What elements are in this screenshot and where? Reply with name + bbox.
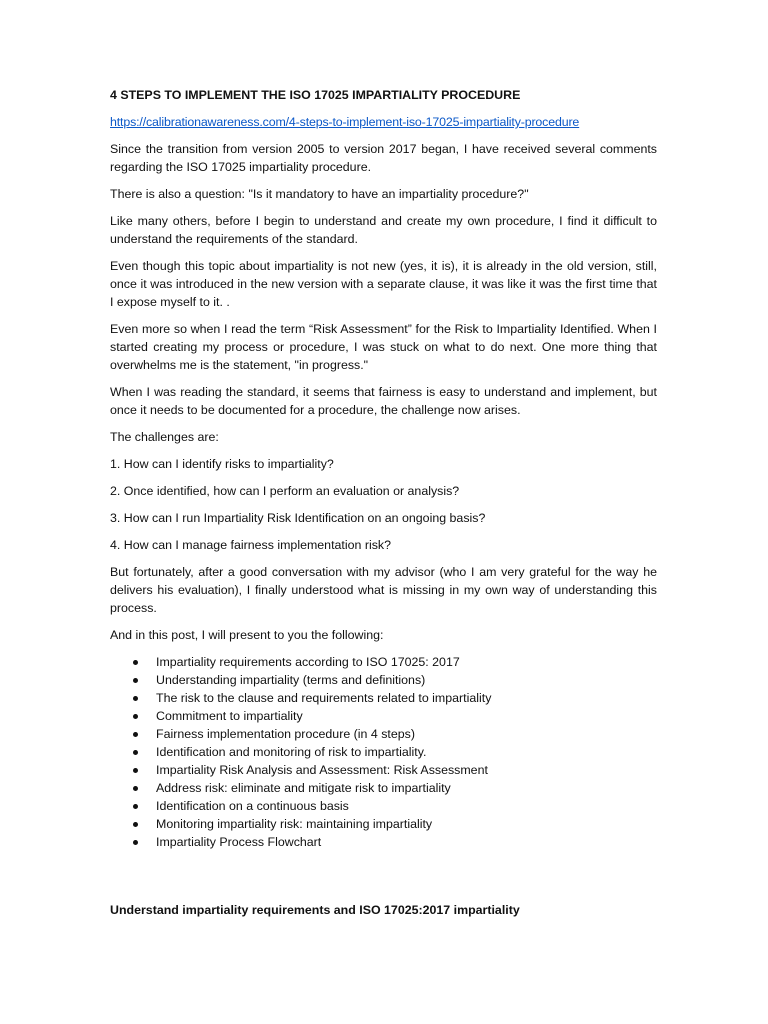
paragraph: Since the transition from version 2005 to version 2017 began, I have received several comments regarding the ISO 17025 impartiality procedure. xyxy=(110,142,657,174)
list-item-text: Commitment to impartiality xyxy=(156,709,303,723)
list-item-text: Identification on a continuous basis xyxy=(156,799,349,813)
challenge-item: 1. How can I identify risks to impartiality? xyxy=(110,457,334,471)
paragraph: And in this post, I will present to you the following: xyxy=(110,628,384,642)
bullet-icon xyxy=(133,660,138,665)
list-item-text: Impartiality Risk Analysis and Assessment: Risk Assessment xyxy=(156,763,488,777)
challenge-item: 3. How can I run Impartiality Risk Identification on an ongoing basis? xyxy=(110,511,486,525)
bullet-icon xyxy=(133,786,138,791)
bullet-icon xyxy=(133,768,138,773)
list-item xyxy=(156,743,657,761)
bullet-list xyxy=(110,653,657,851)
list-item xyxy=(156,761,657,779)
document-title: 4 STEPS TO IMPLEMENT THE ISO 17025 IMPARTIALITY PROCEDURE xyxy=(110,88,521,102)
bullet-icon xyxy=(133,714,138,719)
list-item xyxy=(156,707,657,725)
bullet-icon xyxy=(133,732,138,737)
list-item xyxy=(156,815,657,833)
list-item-text: Identification and monitoring of risk to impartiality. xyxy=(156,745,427,759)
paragraph: The challenges are: xyxy=(110,430,219,444)
bullet-icon xyxy=(133,750,138,755)
paragraph: Like many others, before I begin to understand and create my own procedure, I find it difficult to understand the requirements of the standard. xyxy=(110,214,657,246)
list-item xyxy=(156,797,657,815)
list-item xyxy=(156,671,657,689)
bullet-icon xyxy=(133,678,138,683)
list-item-text: Impartiality Process Flowchart xyxy=(156,835,322,849)
list-item-text: Impartiality requirements according to ISO 17025: 2017 xyxy=(156,655,460,669)
paragraph: Even though this topic about impartiality is not new (yes, it is), it is already in the old version, still, once it was introduced in the new version with a separate clause, it was like it was the first time that I expose myself to it. . xyxy=(110,259,657,309)
list-item-text: Fairness implementation procedure (in 4 steps) xyxy=(156,727,415,741)
section-heading: Understand impartiality requirements and ISO 17025:2017 impartiality xyxy=(110,903,520,917)
document-page xyxy=(110,86,657,919)
list-item xyxy=(156,725,657,743)
list-item xyxy=(156,779,657,797)
challenge-item: 4. How can I manage fairness implementation risk? xyxy=(110,538,391,552)
list-item-text: Understanding impartiality (terms and definitions) xyxy=(156,673,426,687)
bullet-icon xyxy=(133,696,138,701)
bullet-icon xyxy=(133,822,138,827)
challenge-item: 2. Once identified, how can I perform an evaluation or analysis? xyxy=(110,484,460,498)
source-link[interactable]: https://calibrationawareness.com/4-steps-to-implement-iso-17025-impartiality-procedure xyxy=(110,115,580,129)
list-item-text: The risk to the clause and requirements related to impartiality xyxy=(156,691,492,705)
paragraph: Even more so when I read the term “Risk Assessment” for the Risk to Impartiality Identified. When I started creating my process or procedure, I was stuck on what to do next. One more thing that overwhelms me is the statement, "in progress." xyxy=(110,322,657,372)
list-item xyxy=(156,689,657,707)
bullet-icon xyxy=(133,804,138,809)
list-item-text: Address risk: eliminate and mitigate risk to impartiality xyxy=(156,781,451,795)
paragraph: There is also a question: "Is it mandatory to have an impartiality procedure?" xyxy=(110,187,529,201)
bullet-icon xyxy=(133,840,138,845)
paragraph: But fortunately, after a good conversation with my advisor (who I am very grateful for the way he delivers his evaluation), I finally understood what is missing in my own way of understanding this process. xyxy=(110,565,657,615)
list-item-text: Monitoring impartiality risk: maintaining impartiality xyxy=(156,817,433,831)
list-item xyxy=(156,653,657,671)
list-item xyxy=(156,833,657,851)
paragraph: When I was reading the standard, it seems that fairness is easy to understand and implement, but once it needs to be documented for a procedure, the challenge now arises. xyxy=(110,385,657,417)
